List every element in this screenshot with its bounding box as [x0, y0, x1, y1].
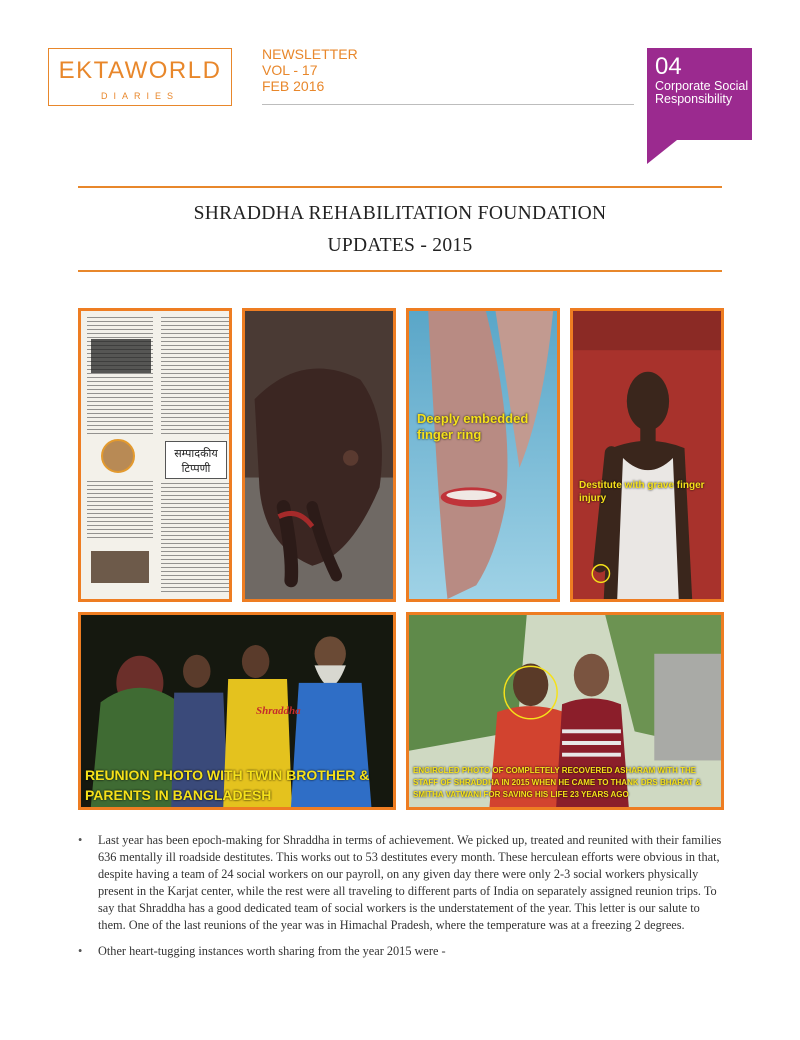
- reunion-photo: [78, 612, 396, 810]
- body-text-list: [78, 832, 728, 969]
- recovered-asharam-photo: [406, 612, 724, 810]
- newsletter-info: [262, 46, 392, 94]
- page-title-line-1: SHRADDHA REHABILITATION FOUNDATION: [193, 203, 607, 224]
- body-paragraph-2: • Other heart-tugging instances worth sharing from the year 2015 were -: [78, 943, 728, 960]
- section-tab: [647, 48, 752, 140]
- finger-ring-photo: [406, 308, 560, 602]
- date-label: FEB 2016: [262, 78, 325, 94]
- ektaworld-logo: [48, 48, 232, 106]
- reunion-caption: REUNION PHOTO WITH TWIN BROTHER & PARENTS IN BANGLADESH: [85, 767, 370, 803]
- body-paragraph-1: • Last year has been epoch-making for Shraddha in terms of achievement. We picked up, treated and reunited with their families 636 mentally ill roadside destitutes. This works out to 53 destitutes every month. These herculean efforts were obvious in that, despite having a team of 24 social workers on our payroll, on any given day there were only 2-3 social workers physically present in the Karjat center, while the rest were all traveling to different parts of India on separately assigned reunion trips. To say that Shraddha has a good dedicated team of social workers is the understatement of the year. This letter is our salute to them. One of the last reunions of the year was in Himachal Pradesh, where the temperature was at a freezing 2 degrees.: [78, 832, 728, 934]
- destitute-man-photo: [570, 308, 724, 602]
- title-bottom-rule: [78, 270, 722, 272]
- volume-label: VOL - 17: [262, 62, 318, 78]
- logo-sub-text: DIARIES: [85, 91, 195, 101]
- recovered-caption: ENCIRCLED PHOTO OF COMPLETELY RECOVERED ASHARAM WITH THE STAFF OF SHRADDHA IN 2015 WHEN HE CAME TO THANK DRS BHARAT & SMITHA VATWANI FOR SAVING HIS LIFE 23 YEARS AGO: [413, 766, 702, 799]
- newspaper-clipping-photo: [78, 308, 232, 602]
- newspaper-headline: सम्पादकीय टिप्पणी: [165, 441, 227, 479]
- header-divider: [262, 104, 634, 105]
- logo-main-text: EKTAWORLD: [58, 57, 222, 84]
- title-top-rule: [78, 186, 722, 188]
- newsletter-label: NEWSLETTER: [262, 46, 358, 62]
- injured-hand-photo: [242, 308, 396, 602]
- section-number: 04: [655, 53, 682, 80]
- page-title-line-2: UPDATES - 2015: [327, 235, 473, 256]
- tshirt-text: Shraddha: [256, 705, 301, 717]
- section-tab-tail: [647, 140, 677, 164]
- destitute-caption: Destitute with grave finger injury: [579, 480, 705, 504]
- ring-caption: Deeply embedded finger ring: [417, 411, 529, 442]
- section-label: Corporate Social Responsibility: [655, 79, 749, 106]
